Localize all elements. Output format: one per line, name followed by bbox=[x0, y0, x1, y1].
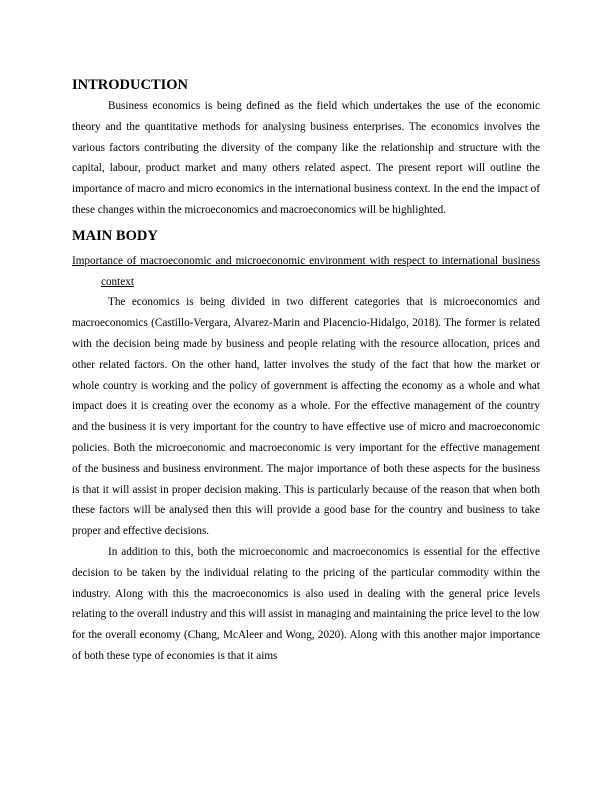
body-paragraph-1: The economics is being divided in two different categories that is microeconomics and macroeconomics (Castillo-Vergara, Alvarez-Marin and Placencio-Hidalgo, 2018). The former is related with the decision being made by business and people relating with the resource allocation, prices and other related factors. On the other hand, latter involves the study of the fact that how the market or whole country is working and the policy of government is affecting the economy as a whole and what impact does it is creating over the economy as a whole. For the effective management of the country and the business it is very important for the country to have effective use of micro and macroeconomic policies. Both the microeconomic and macroeconomic is very important for the effective management of the business and business environment. The major importance of both these aspects for the business is that it will assist in proper decision making. This is particularly because of the reason that when both these factors will be analysed then this will provide a good base for the country and business to take proper and effective decisions. bbox=[72, 296, 540, 538]
introduction-paragraph: Business economics is being defined as the field which undertakes the use of the economic theory and the quantitative methods for analysing business enterprises. The economics involves the various factors contributing the diversity of the company like the relationship and structure with the capital, labour, product market and many others related aspect. The present report will outline the importance of macro and micro economics in the international business context. In the end the impact of these changes within the microeconomics and macroeconomics will be highlighted. bbox=[72, 100, 540, 216]
introduction-heading: INTRODUCTION bbox=[72, 77, 189, 93]
main-body-heading: MAIN BODY bbox=[72, 227, 158, 244]
body-paragraph-2: In addition to this, both the microeconomic and macroeconomics is essential for the effective decision to be taken by the individual relating to the pricing of the particular commodity within the industry. Along with this the macroeconomics is also used in dealing with the general price levels relating to the overall industry and this will assist in managing and maintaining the price level to the low for the overall economy (Chang, McAleer and Wong, 2020). Along with this another major importance of both these type of economies is that it aims bbox=[72, 545, 540, 662]
section-subheading-text: Importance of macroeconomic and microeconomic environment with respect to international business context bbox=[72, 254, 540, 288]
section-subheading bbox=[72, 251, 540, 293]
document-page bbox=[72, 74, 540, 667]
